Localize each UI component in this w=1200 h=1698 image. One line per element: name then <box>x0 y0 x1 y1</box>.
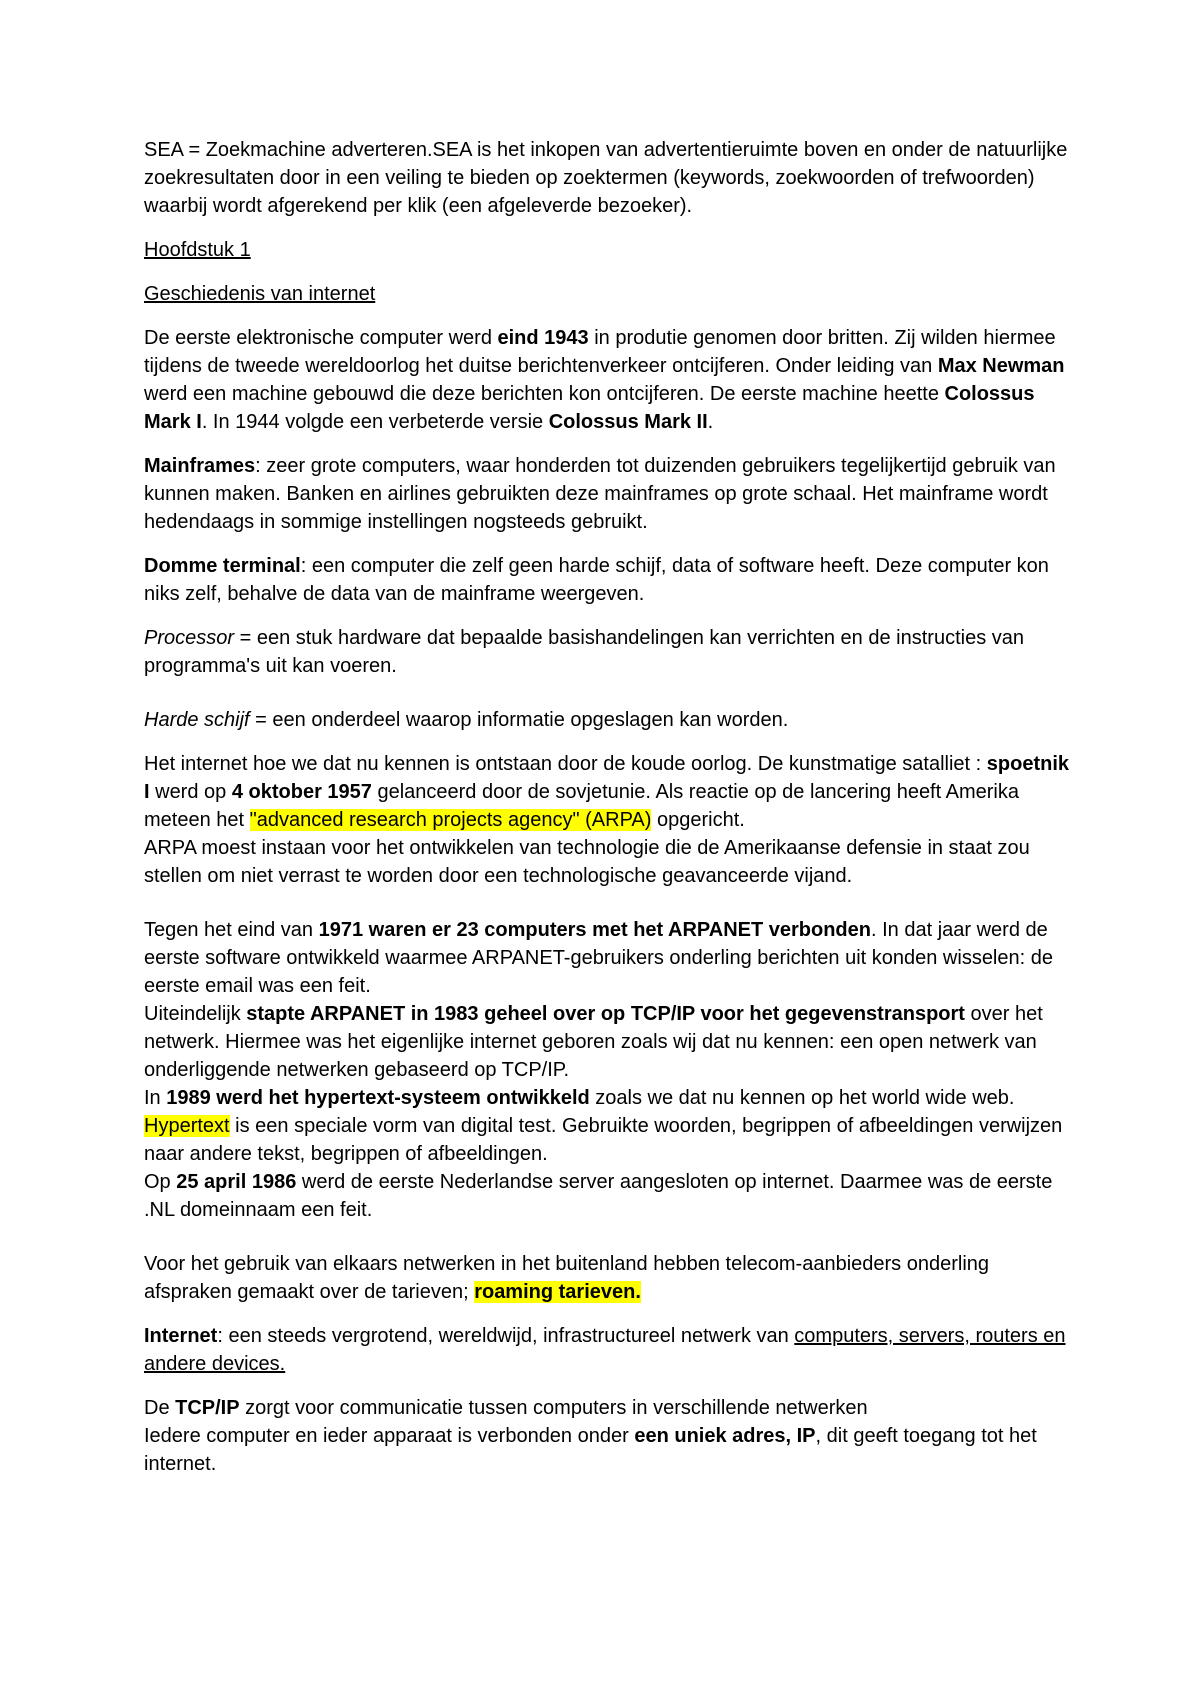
arpanet-1971-paragraph <box>144 916 1074 1000</box>
bold-term: stapte ARPANET in 1983 geheel over op TCP/IP voor het gegevenstransport <box>246 1003 965 1025</box>
cold-war-paragraph <box>144 750 1074 834</box>
text: ARPA moest instaan voor het ontwikkelen van technologie die de Amerikaanse defensie in staat zou stellen om niet verrast te worden door een technologische geavanceerde vijand. <box>144 837 1030 887</box>
text: zorgt voor communicatie tussen computers in verschillende netwerken <box>239 1397 868 1419</box>
text: , dit geeft toegang tot het internet. <box>144 1425 1037 1475</box>
text: . In dat jaar werd de eerste software ontwikkeld waarmee ARPANET-gebruikers onderling berichten uit konden wisselen: de eerste email was een feit. <box>144 919 1053 997</box>
definition-text: = een stuk hardware dat bepaalde basishandelingen kan verrichten en de instructies van programma's uit kan voeren. <box>144 627 1024 677</box>
bold-term: spoetnik I <box>144 753 1070 803</box>
text: opgericht. <box>651 809 745 831</box>
definition-text: : een computer die zelf geen harde schijf, data of software heeft. Deze computer kon niks zelf, behalve de data van de mainframe weergeven. <box>144 555 1049 605</box>
text: Het internet hoe we dat nu kennen is ontstaan door de koude oorlog. De kunstmatige satalliet : <box>144 753 987 775</box>
definition-text: : een steeds vergrotend, wereldwijd, infrastructureel netwerk van <box>217 1325 795 1347</box>
text: Op <box>144 1171 177 1193</box>
arpa-paragraph <box>144 834 1074 890</box>
bold-term: Colossus Mark II <box>548 411 708 433</box>
bold-term: 1989 werd het hypertext-systeem ontwikkeld <box>166 1087 590 1109</box>
roaming-paragraph <box>144 1250 1074 1306</box>
text: werd op <box>149 781 232 803</box>
section-heading: Geschiedenis van internet <box>144 283 376 305</box>
text: . <box>707 411 714 433</box>
bold-term: een uniek adres, IP <box>634 1425 816 1447</box>
text: Voor het gebruik van elkaars netwerken in het buitenland hebben telecom-aanbieders onderling afspraken gemaakt over de tarieven; <box>144 1253 990 1303</box>
highlighted-term: roaming tarieven. <box>474 1281 641 1303</box>
hypertext-paragraph <box>144 1084 1074 1168</box>
internet-definition <box>144 1322 1074 1378</box>
bold-term: eind 1943 <box>497 327 589 349</box>
text: Iedere computer en ieder apparaat is verbonden onder <box>144 1425 635 1447</box>
text: De eerste elektronische computer werd <box>144 327 498 349</box>
definition-term: Harde schijf <box>144 709 250 731</box>
text: over het netwerk. Hiermee was het eigenlijke internet geboren zoals wij dat nu kennen: een open netwerk van onderliggende netwerken gebaseerd op TCP/IP. <box>144 1003 1043 1081</box>
mainframes-definition <box>144 452 1074 536</box>
bold-term: TCP/IP <box>175 1397 240 1419</box>
highlighted-text: "advanced research projects agency" (ARPA) <box>249 809 652 831</box>
text: gelanceerd door de sovjetunie. Als reactie op de lancering heeft Amerika meteen het <box>144 781 1019 831</box>
processor-definition <box>144 624 1074 680</box>
bold-term: 1971 waren er 23 computers met het ARPANET verbonden <box>318 919 871 941</box>
highlighted-text: Hypertext <box>144 1115 230 1137</box>
definition-term: Internet <box>144 1325 218 1347</box>
ip-address-paragraph <box>144 1422 1074 1478</box>
text: Tegen het eind van <box>144 919 319 941</box>
bold-term: Colossus Mark I <box>144 383 1035 433</box>
text: is een speciale vorm van digital test. Gebruikte woorden, begrippen of afbeeldingen verwijzen naar andere tekst, begrippen of afbeeldingen. <box>144 1115 1063 1165</box>
terminal-definition <box>144 552 1074 608</box>
text: De <box>144 1397 176 1419</box>
definition-term: Mainframes <box>144 455 256 477</box>
harddisk-definition <box>144 706 1074 734</box>
first-computer-paragraph <box>144 324 1074 436</box>
tcpip-1983-paragraph <box>144 1000 1074 1084</box>
text: Uiteindelijk <box>144 1003 247 1025</box>
bold-term: 4 oktober 1957 <box>231 781 372 803</box>
sea-text: SEA = Zoekmachine adverteren.SEA is het inkopen van advertentieruimte boven en onder de natuurlijke zoekresultaten door in een veiling te bieden op zoektermen (keywords, zoekwoorden of trefwoorden) waarbij wordt afgerekend per klik (een afgeleverde bezoeker). <box>144 139 1068 217</box>
text: werd een machine gebouwd die deze berichten kon ontcijferen. De eerste machine heette <box>144 383 945 405</box>
document-page <box>144 136 1074 1494</box>
nl-domain-paragraph <box>144 1168 1074 1224</box>
text: . In 1944 volgde een verbeterde versie <box>201 411 549 433</box>
chapter-heading: Hoofdstuk 1 <box>144 239 251 261</box>
sea-paragraph <box>144 136 1074 220</box>
text: in produtie genomen door britten. Zij wilden hiermee tijdens de tweede wereldoorlog het duitse berichtenverkeer ontcijferen. Onder leiding van <box>144 327 1056 377</box>
text: werd de eerste Nederlandse server aangesloten op internet. Daarmee was de eerste .NL domeinnaam een feit. <box>144 1171 1053 1221</box>
underlined-text: computers, servers, routers en andere devices. <box>144 1325 1066 1375</box>
tcpip-paragraph <box>144 1394 1074 1422</box>
definition-term: Domme terminal <box>144 555 301 577</box>
definition-text: = een onderdeel waarop informatie opgeslagen kan worden. <box>249 709 789 731</box>
bold-term: 25 april 1986 <box>176 1171 297 1193</box>
definition-term: Processor <box>144 627 235 649</box>
bold-term: Max Newman <box>937 355 1065 377</box>
text: In <box>144 1087 167 1109</box>
text: zoals we dat nu kennen op het world wide web. <box>589 1087 1015 1109</box>
definition-text: : zeer grote computers, waar honderden tot duizenden gebruikers tegelijkertijd gebruik van kunnen maken. Banken en airlines gebruikten deze mainframes op grote schaal. Het mainframe wordt hedendaags in sommige instellingen nogsteeds gebruikt. <box>144 455 1056 533</box>
